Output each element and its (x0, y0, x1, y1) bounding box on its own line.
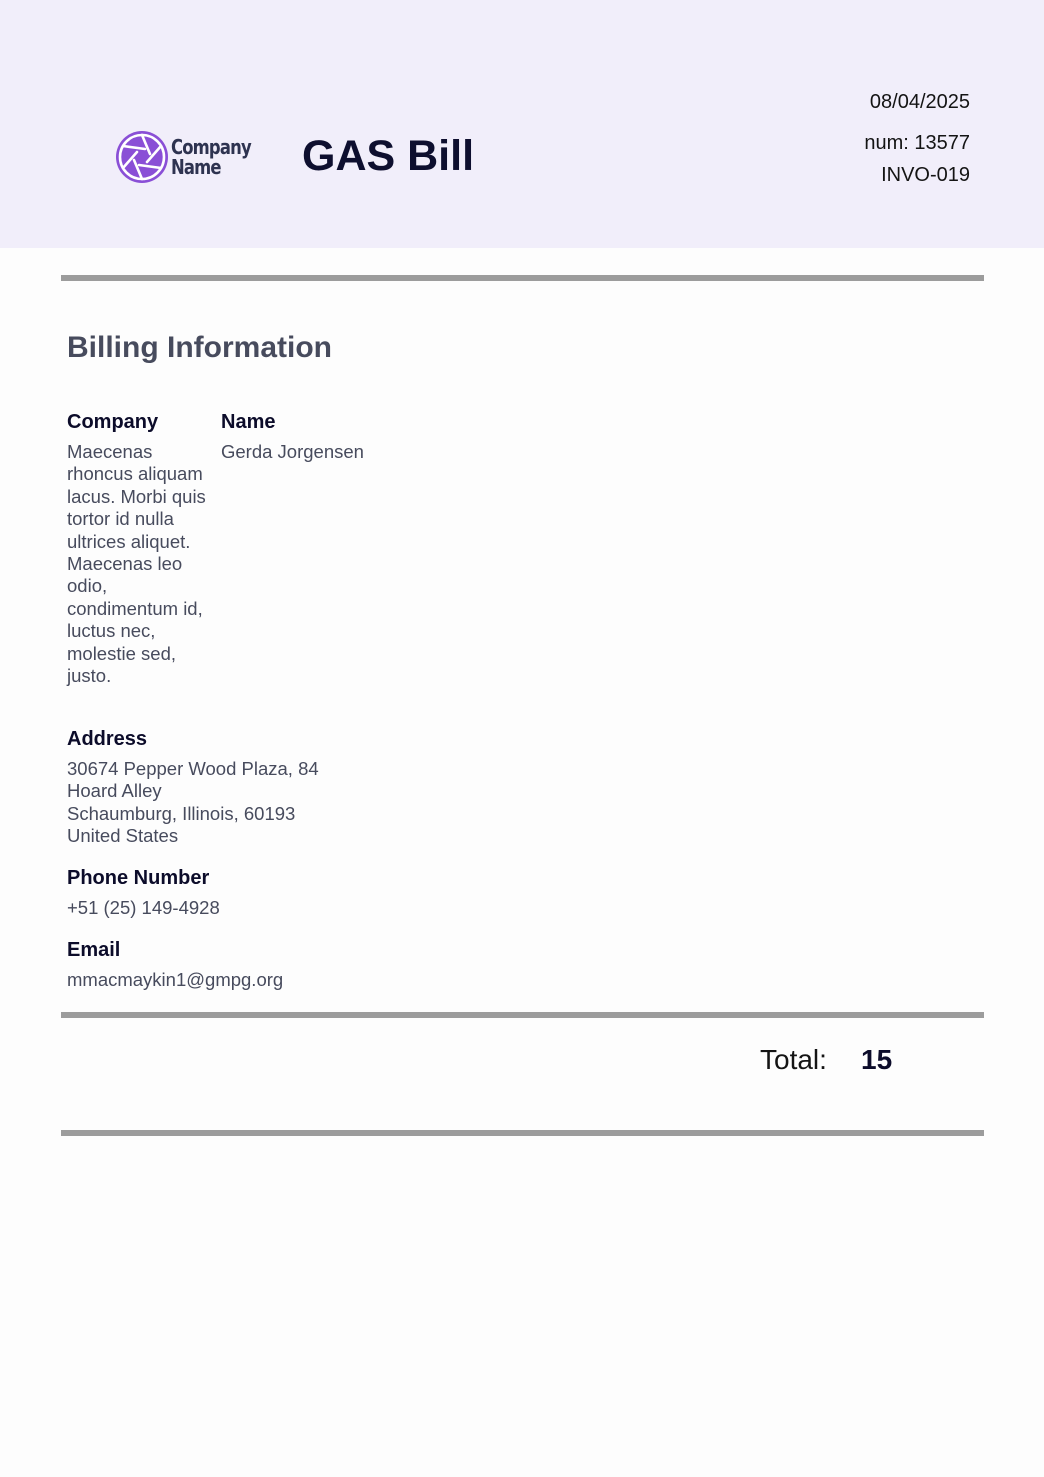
address-line-1: 30674 Pepper Wood Plaza, 84 (67, 758, 319, 779)
logo-wordmark (171, 137, 251, 177)
billing-section-title: Billing Information (67, 331, 332, 364)
bottom-divider (61, 1130, 984, 1136)
phone-value: +51 (25) 149-4928 (67, 897, 220, 918)
invoice-number: num: 13577 (864, 132, 970, 154)
name-label: Name (221, 411, 276, 433)
company-value: Maecenas rhoncus aliquam lacus. Morbi quis tortor id nulla ultrices aliquet. Maecenas leo odio, condimentum id, luctus nec, molestie sed, justo. (67, 441, 206, 687)
company-logo (114, 128, 254, 186)
total-label: Total: (760, 1044, 827, 1075)
address-label: Address (67, 728, 148, 750)
email-value: mmacmaykin1@gmpg.org (67, 969, 284, 990)
phone-label: Phone Number (67, 867, 210, 889)
invoice-header (0, 0, 1044, 248)
invoice-date: 08/04/2025 (869, 91, 970, 113)
company-label: Company (67, 411, 159, 433)
logo-line-2: Name (171, 155, 221, 179)
email-label: Email (67, 939, 121, 961)
name-value: Gerda Jorgensen (221, 441, 364, 462)
camera-aperture-icon (114, 128, 170, 186)
invoice-id: INVO-019 (881, 164, 970, 186)
logo-line-1: Company (171, 135, 251, 159)
address-line-2: Hoard Alley (67, 780, 162, 802)
middle-divider (61, 1012, 984, 1018)
top-divider (61, 275, 984, 281)
document-title: GAS Bill (302, 132, 475, 180)
total-value: 15 (861, 1044, 893, 1075)
address-line-4: United States (67, 825, 179, 847)
address-value (67, 758, 367, 848)
address-line-3: Schaumburg, Illinois, 60193 (67, 802, 296, 824)
